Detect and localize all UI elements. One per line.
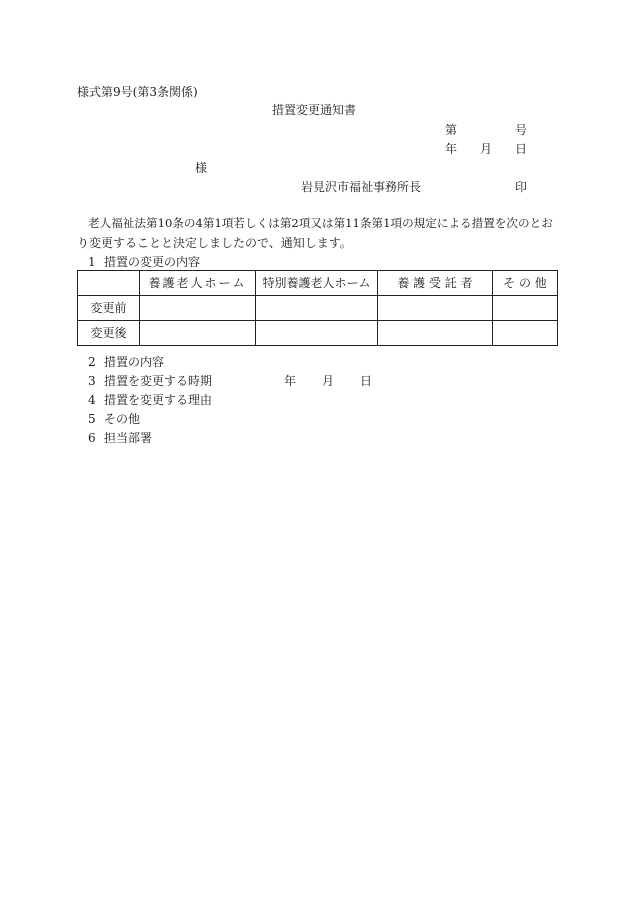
item-number: 6 (88, 430, 96, 445)
section1-number: 1 (88, 255, 96, 269)
item-label: 措置の内容 (104, 354, 165, 369)
list-item (88, 390, 372, 409)
date-year: 年 (445, 142, 458, 156)
row-label: 変更後 (78, 321, 140, 346)
change-month: 月 (322, 373, 335, 388)
date-month: 月 (480, 142, 493, 156)
row-label: 変更前 (78, 296, 140, 321)
table-row (78, 296, 558, 321)
list-item (88, 409, 372, 428)
table-cell[interactable] (493, 296, 558, 321)
list-item (88, 352, 372, 371)
item-number: 2 (88, 354, 96, 369)
body-text-line1: 老人福祉法第10条の4第1項若しくは第2項又は第11条第1項の規定による措置を次のとお (88, 216, 553, 230)
section1-heading (88, 256, 200, 268)
table-cell[interactable] (256, 296, 378, 321)
change-table (77, 270, 558, 346)
section1-label: 措置の変更の内容 (104, 255, 201, 269)
number-suffix: 号 (515, 123, 528, 137)
item-number: 3 (88, 373, 96, 388)
number-prefix: 第 (445, 123, 458, 137)
issuer-name: 岩見沢市福祉事務所長 (301, 180, 422, 194)
table-cell[interactable] (140, 296, 256, 321)
table-cell[interactable] (378, 296, 493, 321)
item-label: 措置を変更する時期 (104, 373, 213, 388)
table-header-cell: 特別養護老人ホーム (256, 271, 378, 296)
seal-mark: 印 (515, 180, 528, 194)
item-label: 担当部署 (104, 430, 153, 445)
table-header-row (78, 271, 558, 296)
item-number: 5 (88, 411, 96, 426)
item-list (88, 352, 372, 447)
form-number: 様式第9号(第3条関係) (77, 85, 198, 99)
table-cell[interactable] (256, 321, 378, 346)
item-number: 4 (88, 392, 96, 407)
date-day: 日 (515, 142, 528, 156)
change-year: 年 (284, 373, 297, 388)
table-header-cell (78, 271, 140, 296)
table-cell[interactable] (378, 321, 493, 346)
table-cell[interactable] (493, 321, 558, 346)
table-header-cell: そ の 他 (493, 271, 558, 296)
change-day: 日 (360, 373, 373, 388)
table-row (78, 321, 558, 346)
list-item (88, 428, 372, 447)
item-label: その他 (104, 411, 141, 426)
list-item (88, 371, 372, 390)
item-label: 措置を変更する理由 (104, 392, 213, 407)
table-header-cell: 養 護 受 託 者 (378, 271, 493, 296)
addressee-suffix: 様 (195, 161, 208, 175)
table-header-cell: 養護老人ホーム (140, 271, 256, 296)
document-title: 措置変更通知書 (272, 103, 357, 117)
body-text-line2: り変更することと決定しましたので、通知します。 (77, 236, 352, 250)
table-cell[interactable] (140, 321, 256, 346)
